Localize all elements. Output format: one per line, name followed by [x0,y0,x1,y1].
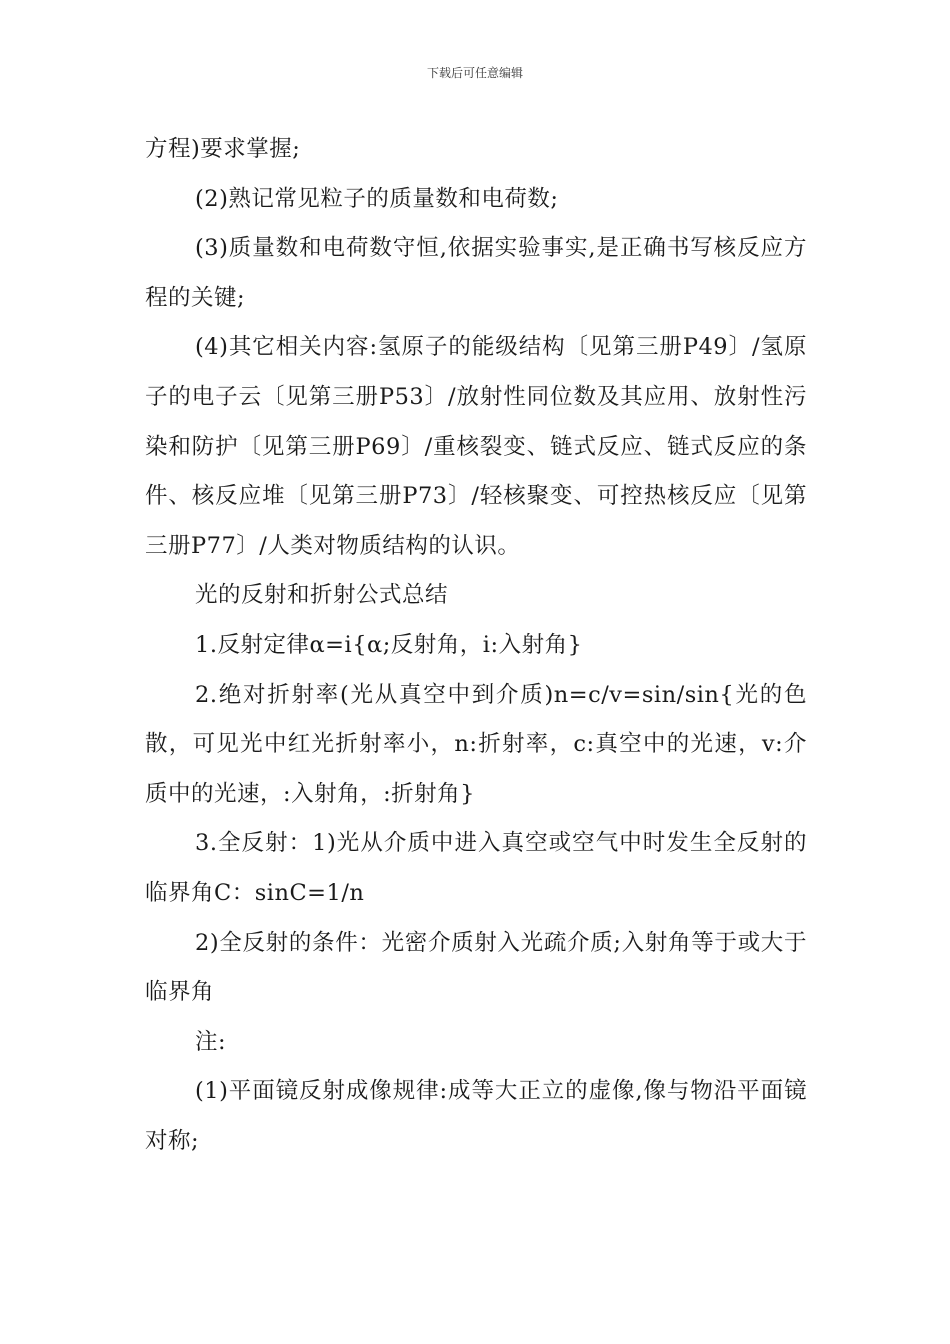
paragraph-note-label: 注: [195,1028,227,1055]
paragraph-total-reflection: 3.全反射：1)光从介质中进入真空或空气中时发生全反射的临界角C：sinC=1/n [145,830,807,906]
page-header: 下载后可任意编辑 [426,66,523,80]
paragraph-item-4: (4)其它相关内容:氢原子的能级结构〔见第三册P49〕/氢原子的电子云〔见第三册P53〕/放射性同位数及其应用、放射性污染和防护〔见第三册P69〕/重核裂变、链式反应、链式反应的条件、核反应堆〔见第三册P73〕/轻核聚变、可控热核反应〔见第三册P77〕/人类对物质结构的认识。 [145,334,807,559]
paragraph-reflection-law: 1.反射定律α=i{α;反射角，i:入射角} [195,631,583,658]
section-heading: 光的反射和折射公式总结 [195,582,449,609]
paragraph-total-reflection-condition: 2)全反射的条件：光密介质射入光疏介质;入射角等于或大于临界角 [145,929,807,1006]
document-body [145,125,807,1166]
paragraph-refractive-index: 2.绝对折射率(光从真空中到介质)n=c/v=sin/sin{光的色散，可见光中红光折射率小，n:折射率，c:真空中的光速，v:介质中的光速，:入射角，:折射角} [145,681,807,807]
paragraph-item-3: (3)质量数和电荷数守恒,依据实验事实,是正确书写核反应方程的关键; [145,235,807,311]
paragraph-equation-continued: 方程)要求掌握; [145,136,301,162]
paragraph-item-2: (2)熟记常见粒子的质量数和电荷数; [195,185,559,212]
paragraph-note-1: (1)平面镜反射成像规律:成等大正立的虚像,像与物沿平面镜对称; [145,1078,807,1154]
